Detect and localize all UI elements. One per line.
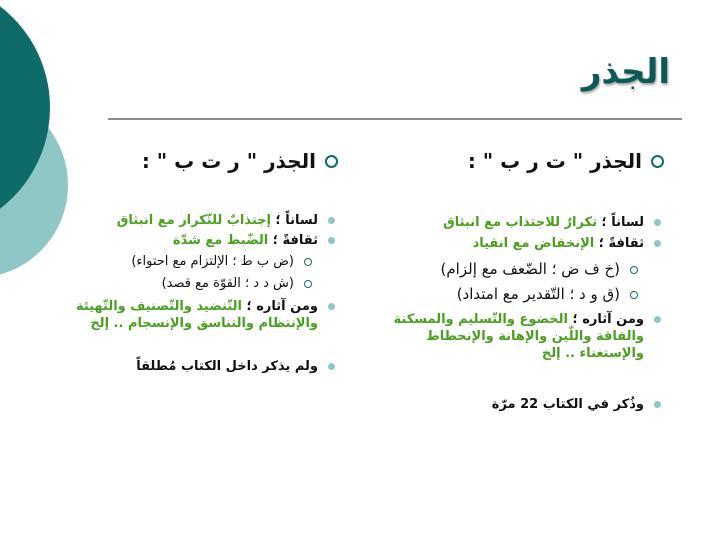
- slide-title: الجذر: [581, 52, 670, 92]
- label-effects: ومن آثاره ؛: [246, 299, 318, 314]
- sub-item-2-text: (ش د د ؛ القوّة مع قصد): [161, 276, 294, 291]
- hollow-bullet-icon: [325, 155, 338, 168]
- bullet-icon: [328, 217, 335, 224]
- bullet-icon: [328, 363, 335, 370]
- bullet-icon: [654, 240, 661, 247]
- list-item-mentions: [44, 358, 340, 375]
- hollow-bullet-icon: [630, 291, 638, 299]
- list-item-effects: [44, 298, 340, 332]
- hollow-bullet-icon: [304, 258, 312, 266]
- bullet-icon: [328, 303, 335, 310]
- text-language: تكرارٌ للاجتذاب مع انبثاق: [443, 215, 597, 230]
- bullet-icon: [654, 316, 661, 323]
- bullet-icon: [654, 219, 661, 226]
- bullet-icon: [654, 401, 661, 408]
- text-culture: الضّبط مع شدّة: [172, 233, 269, 248]
- hollow-bullet-icon: [304, 280, 312, 288]
- sub-item-1-text: (خ ف ض ؛ الضّعف مع إلزام): [440, 260, 620, 278]
- sub-item-2-text: (ق و د ؛ التّقدير مع امتداد): [456, 285, 620, 303]
- root-rtb-heading: [44, 146, 340, 176]
- root-trb-column: [346, 146, 666, 413]
- label-culture: ثقافةً ؛: [598, 236, 644, 251]
- root-trb-heading-text: الجذر " ت ر ب " :: [467, 149, 642, 173]
- text-language: إجتذابٌ للتّكرار مع انبثاق: [116, 213, 271, 228]
- text-mentions: ولم يذكر داخل الكتاب مُطلقاً: [136, 359, 318, 374]
- label-language: لساناً ؛: [275, 213, 318, 228]
- text-culture: الإنخفاض مع انقياد: [472, 236, 595, 251]
- sub-item-2: [44, 273, 340, 295]
- label-culture: ثقافةً ؛: [272, 233, 318, 248]
- list-item-culture: [346, 235, 666, 252]
- root-rtb-column: [44, 146, 340, 375]
- label-effects: ومن آثاره ؛: [572, 312, 644, 327]
- hollow-bullet-icon: [630, 266, 638, 274]
- sub-item-1: [346, 257, 666, 282]
- text-effects: التّنضيد والتّصنيف والتّهيئة والإنتظام والتناسق والإنسجام .. إلخ: [75, 299, 318, 331]
- list-item-effects: [364, 311, 666, 362]
- text-mentions: وذُكر في الكتاب 22 مرّة: [491, 397, 644, 412]
- root-trb-heading: [346, 146, 666, 176]
- hollow-bullet-icon: [651, 155, 664, 168]
- sub-item-1-text: (ض ب ط ؛ الإلتزام مع احتواء): [131, 254, 294, 269]
- bullet-icon: [328, 237, 335, 244]
- text-effects: الخضوع والتّسليم والمسكنة والفاقة واللّين والإهانة والإنحطاط والإستغناء .. إلخ: [393, 312, 644, 361]
- list-item-mentions: [346, 396, 666, 413]
- label-language: لساناً ؛: [601, 215, 644, 230]
- list-item-language: [346, 214, 666, 231]
- sub-item-1: [44, 251, 340, 273]
- list-item-language: [44, 212, 340, 229]
- title-divider: [108, 118, 682, 120]
- root-rtb-heading-text: الجذر " ر ت ب " :: [141, 149, 316, 173]
- sub-item-2: [346, 282, 666, 307]
- list-item-culture: [44, 232, 340, 249]
